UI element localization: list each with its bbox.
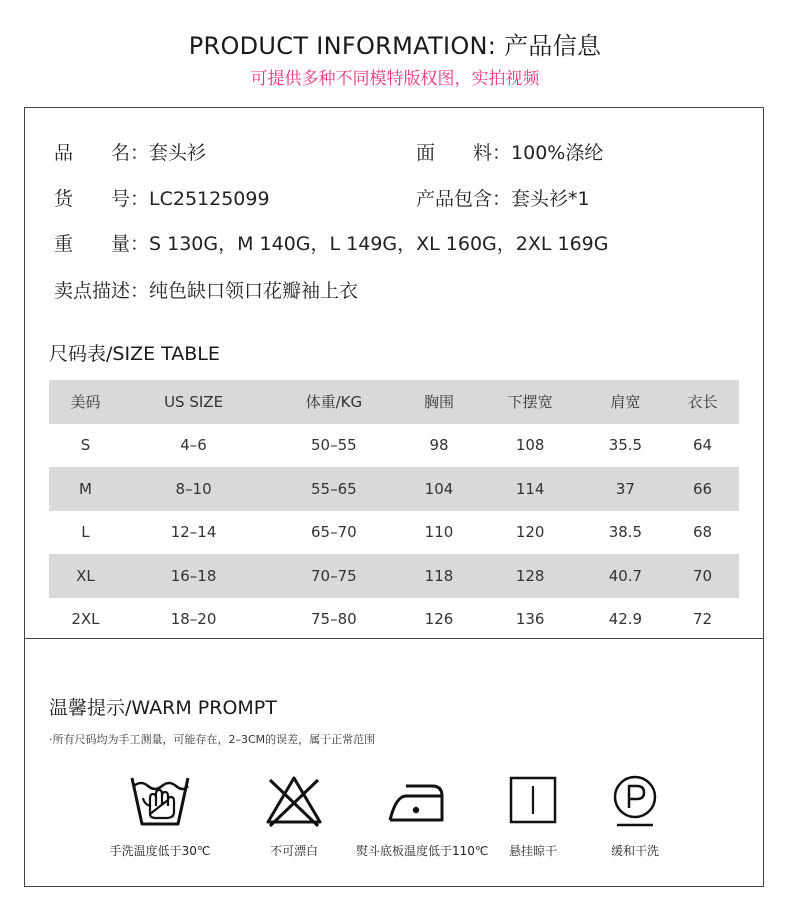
- table-cell: 70: [692, 566, 713, 585]
- table-row: [49, 424, 739, 468]
- table-row: [49, 554, 739, 598]
- table-cell: 35.5: [608, 436, 643, 455]
- table-cell: 66: [692, 479, 713, 498]
- name-value: 套头衫: [149, 142, 207, 164]
- care-label: 手洗温度低于30℃: [109, 844, 211, 858]
- header-cell: 衣长: [687, 393, 718, 412]
- table-cell: 16–18: [170, 566, 217, 585]
- table-cell: 128: [515, 566, 545, 585]
- dry-clean-p-icon: [603, 772, 667, 832]
- table-cell: 110: [424, 523, 454, 542]
- page-title: PRODUCT INFORMATION: 产品信息: [188, 32, 602, 60]
- care-item: [234, 772, 354, 858]
- contents-value: 套头衫*1: [511, 188, 590, 210]
- info-fabric: [416, 138, 603, 165]
- table-cell: 136: [515, 610, 545, 629]
- table-cell: 114: [515, 479, 545, 498]
- table-cell: 64: [692, 436, 713, 455]
- table-cell: 126: [424, 610, 454, 629]
- fabric-value: 100%涤纶: [511, 142, 604, 164]
- header-cell: 胸围: [423, 393, 454, 412]
- table-cell: 12–14: [170, 523, 217, 542]
- care-label: 熨斗底板温度低于110℃: [356, 844, 489, 858]
- table-cell: 98: [429, 436, 449, 455]
- table-cell: 4–6: [180, 436, 207, 455]
- care-label: 缓和干洗: [610, 844, 659, 858]
- table-cell: 118: [424, 566, 454, 585]
- sku-value: LC25125099: [149, 188, 270, 210]
- care-label: 不可漂白: [269, 844, 318, 858]
- table-cell: 42.9: [608, 610, 643, 629]
- table-cell: 37: [615, 479, 635, 498]
- table-cell: 65–70: [311, 523, 357, 542]
- table-cell: 108: [515, 436, 545, 455]
- table-cell: L: [81, 523, 90, 542]
- care-item: [100, 772, 220, 858]
- size-table-heading: 尺码表/SIZE TABLE: [49, 343, 220, 365]
- info-name: [54, 138, 206, 165]
- weight-label: 重 量：: [54, 233, 150, 255]
- table-cell: 70–75: [311, 566, 357, 585]
- warm-prompt-heading: 温馨提示/WARM PROMPT: [49, 697, 277, 719]
- table-row: [49, 511, 739, 555]
- info-weight: [54, 229, 609, 256]
- weight-value: S 130G，M 140G，L 149G，XL 160G，2XL 169G: [149, 233, 609, 255]
- table-cell: 38.5: [608, 523, 643, 542]
- header-cell: 美码: [70, 393, 101, 412]
- table-cell: 120: [515, 523, 545, 542]
- desc-label: 卖点描述：: [54, 280, 150, 302]
- table-cell: 8–10: [175, 479, 212, 498]
- table-cell: 50–55: [311, 436, 357, 455]
- header-cell: 体重/KG: [305, 393, 363, 412]
- care-label: 悬挂晾干: [508, 844, 557, 858]
- info-contents: [416, 184, 590, 211]
- table-row: [49, 467, 739, 511]
- fabric-label: 面 料：: [416, 142, 512, 164]
- sku-label: 货 号：: [54, 188, 150, 210]
- table-row: [49, 598, 739, 642]
- desc-value: 纯色缺口领口花瓣袖上衣: [149, 280, 359, 302]
- table-cell: S: [80, 436, 91, 455]
- header-cell: 下摆宽: [507, 393, 553, 412]
- care-item: [575, 772, 695, 858]
- header-cell: US SIZE: [164, 392, 224, 411]
- table-cell: 104: [424, 479, 454, 498]
- line-dry-icon: [501, 772, 565, 830]
- table-cell: 2XL: [71, 610, 100, 629]
- table-cell: 68: [692, 523, 713, 542]
- table-cell: 55–65: [311, 479, 357, 498]
- measurement-note: ·所有尺码均为手工测量，可能存在，2–3CM的误差，属于正常范围: [49, 733, 376, 746]
- table-cell: 40.7: [608, 566, 643, 585]
- table-cell: M: [78, 479, 92, 498]
- table-cell: XL: [76, 566, 95, 585]
- name-label: 品 名：: [54, 142, 150, 164]
- table-cell: 18–20: [170, 610, 217, 629]
- info-description: [54, 276, 358, 303]
- info-sku: [54, 184, 270, 211]
- table-header-row: [49, 380, 739, 424]
- page-subtitle: 可提供多种不同模特版权图，实拍视频: [250, 69, 540, 89]
- table-cell: 75–80: [311, 610, 357, 629]
- header-cell: 肩宽: [610, 393, 641, 412]
- table-cell: 72: [692, 610, 713, 629]
- care-item: [356, 772, 489, 858]
- hand-wash-icon: [128, 772, 192, 830]
- iron-icon: [384, 772, 448, 830]
- size-table: [49, 380, 739, 641]
- no-bleach-icon: [262, 772, 326, 830]
- contents-label: 产品包含：: [416, 188, 512, 210]
